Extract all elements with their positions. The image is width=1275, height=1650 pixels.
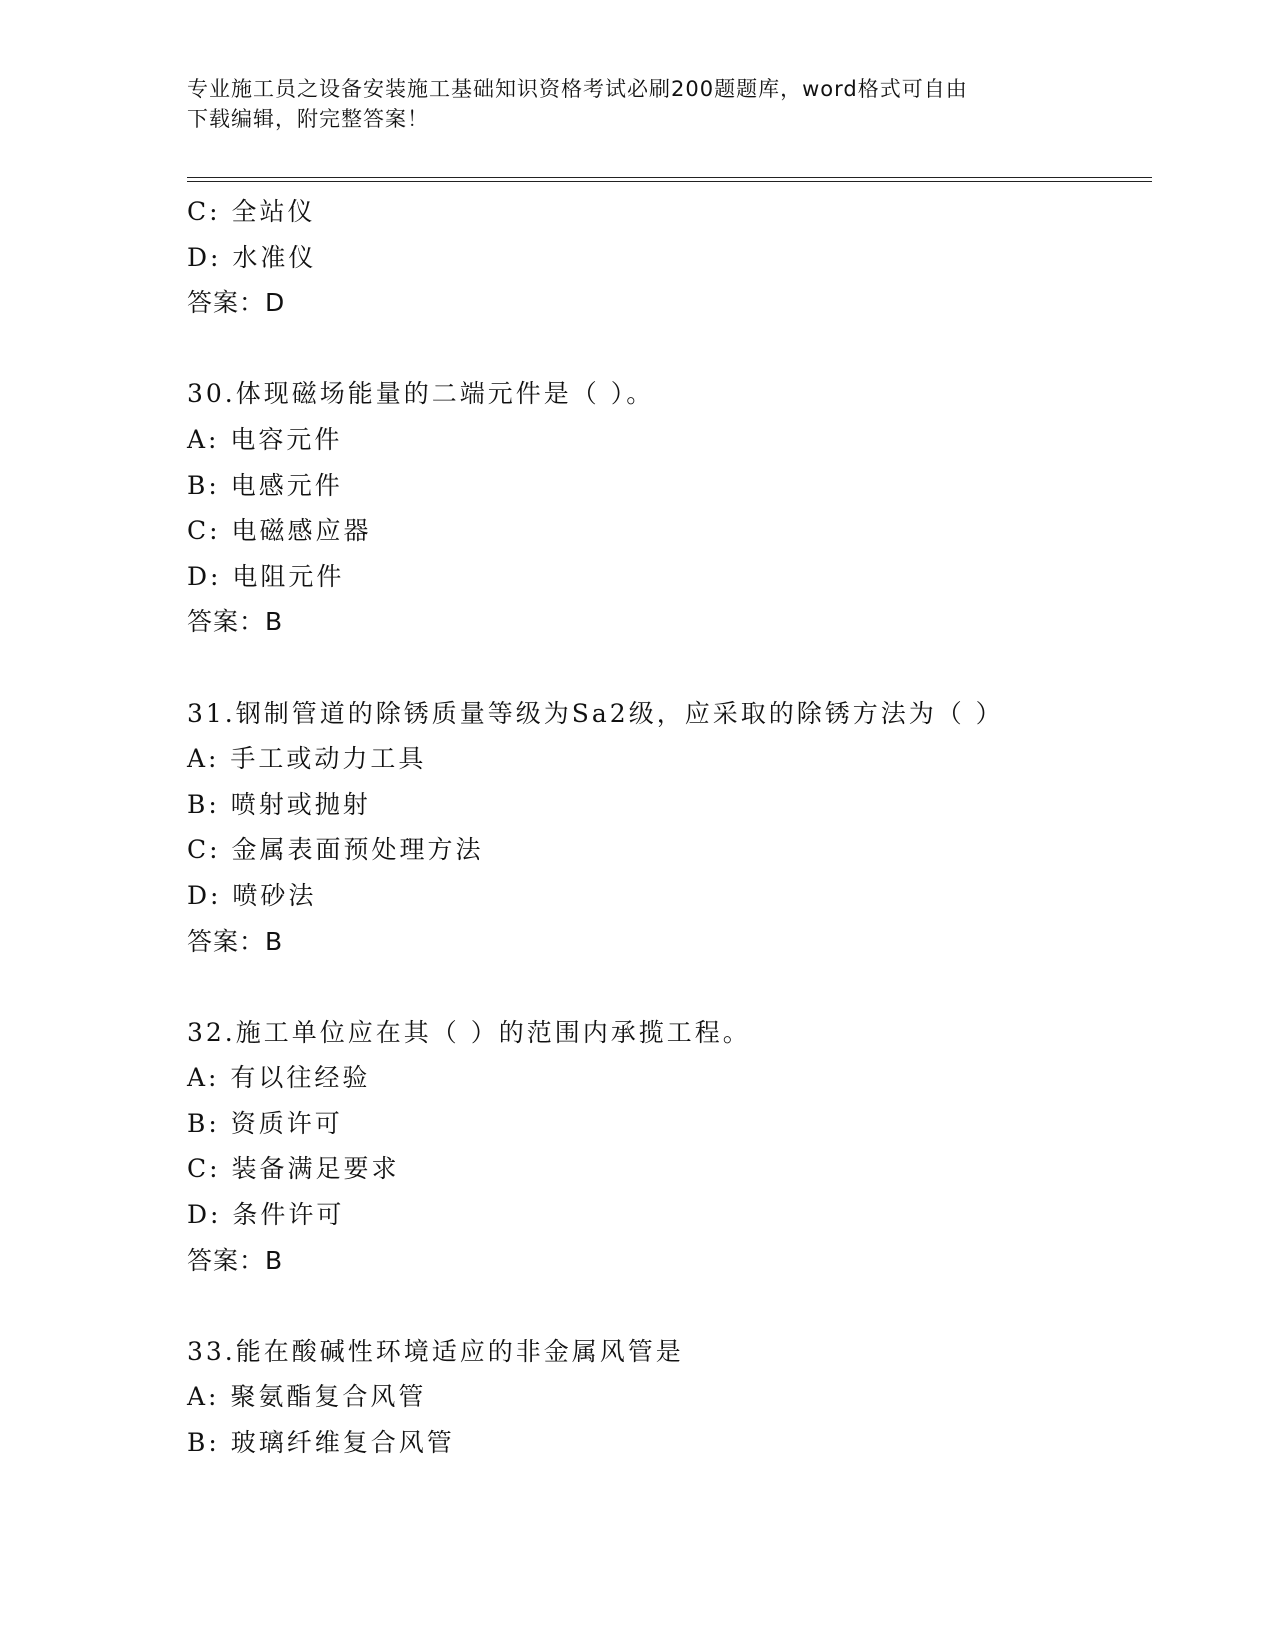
answer-key: 答案：B [187, 607, 284, 637]
answer-key: 答案：B [187, 1245, 284, 1275]
question-list [187, 189, 1152, 1466]
answer-option: A: 有以往经验 [187, 1063, 371, 1093]
question-text: 33.能在酸碱性环境适应的非金属风管是 [187, 1336, 684, 1366]
answer-option: C: 电磁感应器 [187, 516, 372, 546]
answer-key: 答案：D [187, 288, 286, 318]
question-text: 32.施工单位应在其（ ）的范围内承揽工程。 [187, 1017, 751, 1047]
answer-key: 答案：B [187, 926, 284, 956]
header-divider [187, 177, 1152, 182]
spacer [187, 1283, 1152, 1329]
answer-option: B: 资质许可 [187, 1108, 343, 1138]
answer-option: B: 喷射或抛射 [187, 789, 371, 819]
answer-option: A: 电容元件 [187, 424, 343, 454]
answer-option: B: 玻璃纤维复合风管 [187, 1428, 455, 1458]
answer-option: A: 聚氨酯复合风管 [187, 1382, 427, 1412]
header-title-line-1: 专业施工员之设备安装施工基础知识资格考试必刷200题题库，word格式可自由 [187, 77, 968, 101]
question-text: 30.体现磁场能量的二端元件是（ ）。 [187, 379, 655, 409]
question-text: 31.钢制管道的除锈质量等级为Sa2级，应采取的除锈方法为（ ） [187, 698, 1004, 728]
answer-option: D: 水准仪 [187, 242, 317, 272]
answer-option: C: 全站仪 [187, 197, 316, 226]
spacer [187, 645, 1152, 691]
header-title-line-2: 下载编辑，附完整答案！ [187, 107, 429, 131]
answer-option: D: 电阻元件 [187, 561, 345, 591]
answer-option: A: 手工或动力工具 [187, 744, 427, 774]
document-header [187, 74, 1077, 134]
spacer [187, 326, 1152, 372]
spacer [187, 964, 1152, 1010]
answer-option: C: 金属表面预处理方法 [187, 835, 484, 865]
answer-option: C: 装备满足要求 [187, 1154, 400, 1184]
answer-option: B: 电感元件 [187, 470, 343, 500]
answer-option: D: 喷砂法 [187, 880, 317, 910]
answer-option: D: 条件许可 [187, 1200, 345, 1230]
